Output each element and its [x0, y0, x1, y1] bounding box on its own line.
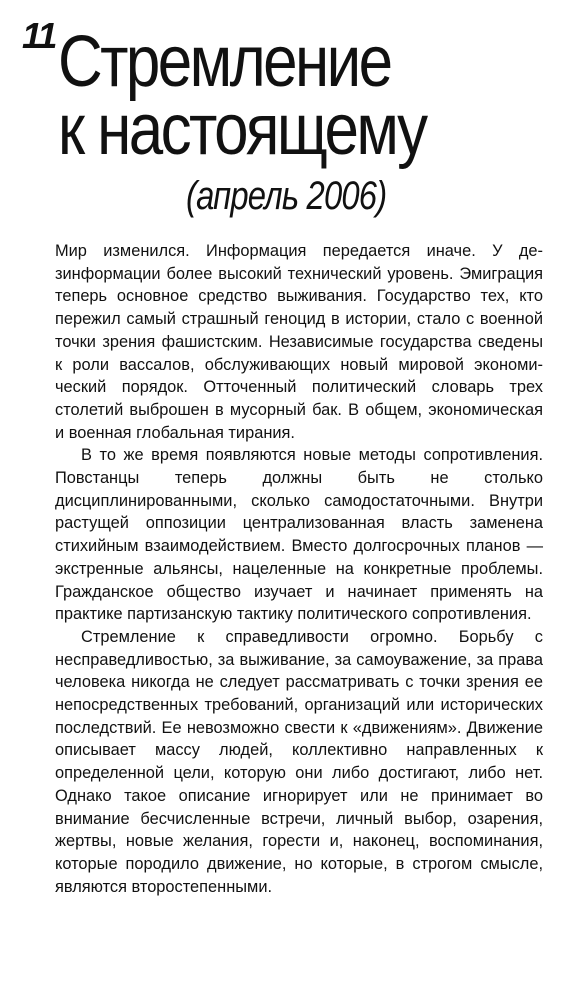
chapter-date: (апрель 2006) [186, 174, 387, 218]
chapter-title-line-2: к настоящему [58, 90, 426, 170]
paragraph-2: В то же время появляются новые методы сопротивления. Повстанцы теперь должны быть не столько дисциплинированными, сколько самодостаточными. Внутри растущей оппозиции централизованная власть заменена стихийным взаимодействием. Вместо долгосрочных планов — экстренные альянсы, нацеленные на конкретные проблемы. Гражданское общество изучает и начинает применять на практике партизанскую тактику политического сопротивления. [55, 446, 543, 624]
chapter-number: 11 [22, 15, 56, 56]
paragraph-3: Стремление к справедливости огромно. Борьбу с несправедливостью, за выживание, за самоуважение, за права человека никогда не следует рассматривать с точки зрения ее непосредственных требований, организаций или исторических последствий. Ее невозможно свести к «движениям». Движение описывает массу людей, коллективно направленных к определенной цели, которую они либо достигают, либо нет. Однако такое описание игнорирует или не принимает во внимание бесчисленные встречи, личный выбор, озарения, жертвы, новые желания, горести и, наконец, воспоминания, которые породило движение, но которые, в строгом смысле, являются второстепенными. [55, 627, 543, 896]
chapter-title [58, 22, 488, 170]
chapter-title-line-1: Стремление [58, 22, 391, 102]
paragraph-1: Мир изменился. Информация передается иначе. У дезинформации более высокий технический уровень. Эмиграция теперь основное средство выживания. Государство тех, кто пережил самый страшный геноцид в истории, стало с военной точки зрения фашистским. Независимые государства сведены к роли вассалов, обслуживающих новый мировой экономический порядок. Отточенный политический словарь трех столетий выброшен в мусорный бак. В общем, экономическая и военная глобальная тирания. [55, 242, 543, 442]
body-text [55, 240, 543, 898]
